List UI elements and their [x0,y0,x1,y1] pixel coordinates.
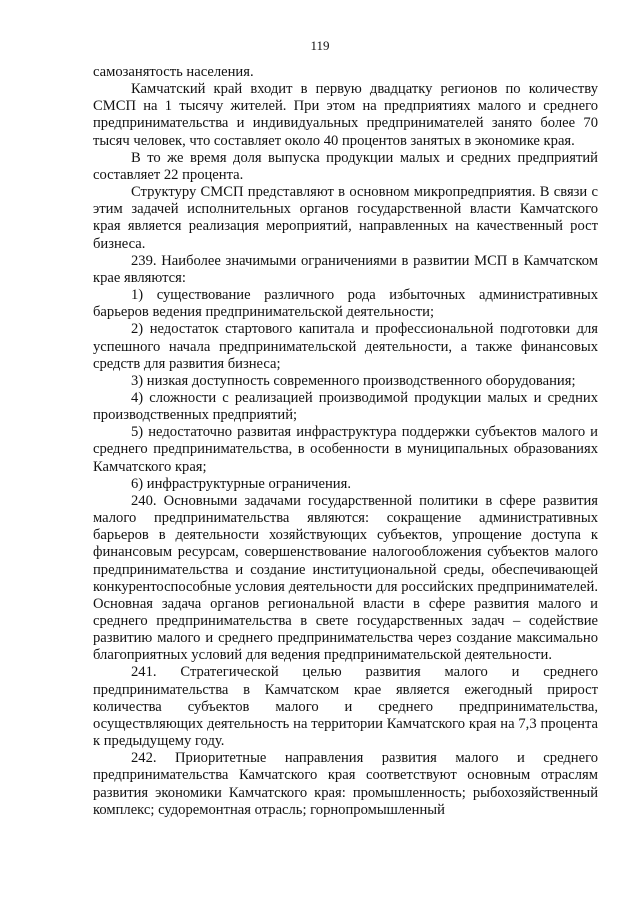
paragraph-regions-ranking: Камчатский край входит в первую двадцатку регионов по количеству СМСП на 1 тысячу жителей. При этом на предприятиях малого и среднего предпринимательства и индивидуальных предпринимателей занято более 70 тысяч человек, что составляет около 40 процентов занятых в экономике края. [93,81,598,149]
paragraph-continuation: самозанятость населения. [93,64,254,80]
list-item-2: 2) недостаток стартового капитала и профессиональной подготовки для успешного начала предпринимательской деятельности, а также финансовых средств для развития бизнеса; [93,321,598,372]
list-item-5: 5) недостаточно развитая инфраструктура поддержки субъектов малого и среднего предпринимательства, в особенности в муниципальных образованиях Камчатского края; [93,424,598,475]
list-item-1: 1) существование различного рода избыточных административных барьеров ведения предпринимательской деятельности; [93,287,598,321]
body-text [93,64,598,819]
list-item-4: 4) сложности с реализацией производимой продукции малых и средних производственных предприятий; [93,389,598,424]
paragraph-241: 241. Стратегической целью развития малого и среднего предпринимательства в Камчатском крае является ежегодный прирост количества субъектов малого и среднего предпринимательства, осуществляющих деятельность на территории Камчатского края на 7,3 процента к предыдущему году. [93,664,598,750]
paragraph-240: 240. Основными задачами государственной политики в сфере развития малого предпринимательства являются: сокращение административных барьеров в деятельности хозяйствующих субъектов, упрощение доступа к финансовым ресурсам, совершенствование налогообложения субъектов малого предпринимательства и создание институциональной среды, обеспечивающей конкурентоспособные условия деятельности для российских предпринимателей. Основная задача органов региональной власти в сфере развития малого и среднего предпринимательства в свете государственных задач – содействие развитию малого и среднего предпринимательства через создание максимально благоприятных условий для ведения предпринимательской деятельности. [93,492,598,664]
paragraph-242: 242. Приоритетные направления развития малого и среднего предпринимательства Камчатского края соответствуют основным отраслям развития экономики Камчатского края: промышленность; рыбохозяйственный комплекс; судоремонтная отрасль; горнопромышленный [93,750,598,818]
paragraph-structure: Структуру СМСП представляют в основном микропредприятия. В связи с этим задачей исполнительных органов государственной власти Камчатского края является реализация мероприятий, направленных на качественный рост бизнеса. [93,184,598,252]
paragraph-239: 239. Наиболее значимыми ограничениями в развитии МСП в Камчатском крае являются: [93,252,598,286]
page-number: 119 [310,38,330,53]
list-item-6: 6) инфраструктурные ограничения. [131,475,351,492]
paragraph-output-share: В то же время доля выпуска продукции малых и средних предприятий составляет 22 процента. [93,149,598,183]
list-item-3: 3) низкая доступность современного производственного оборудования; [131,372,576,389]
